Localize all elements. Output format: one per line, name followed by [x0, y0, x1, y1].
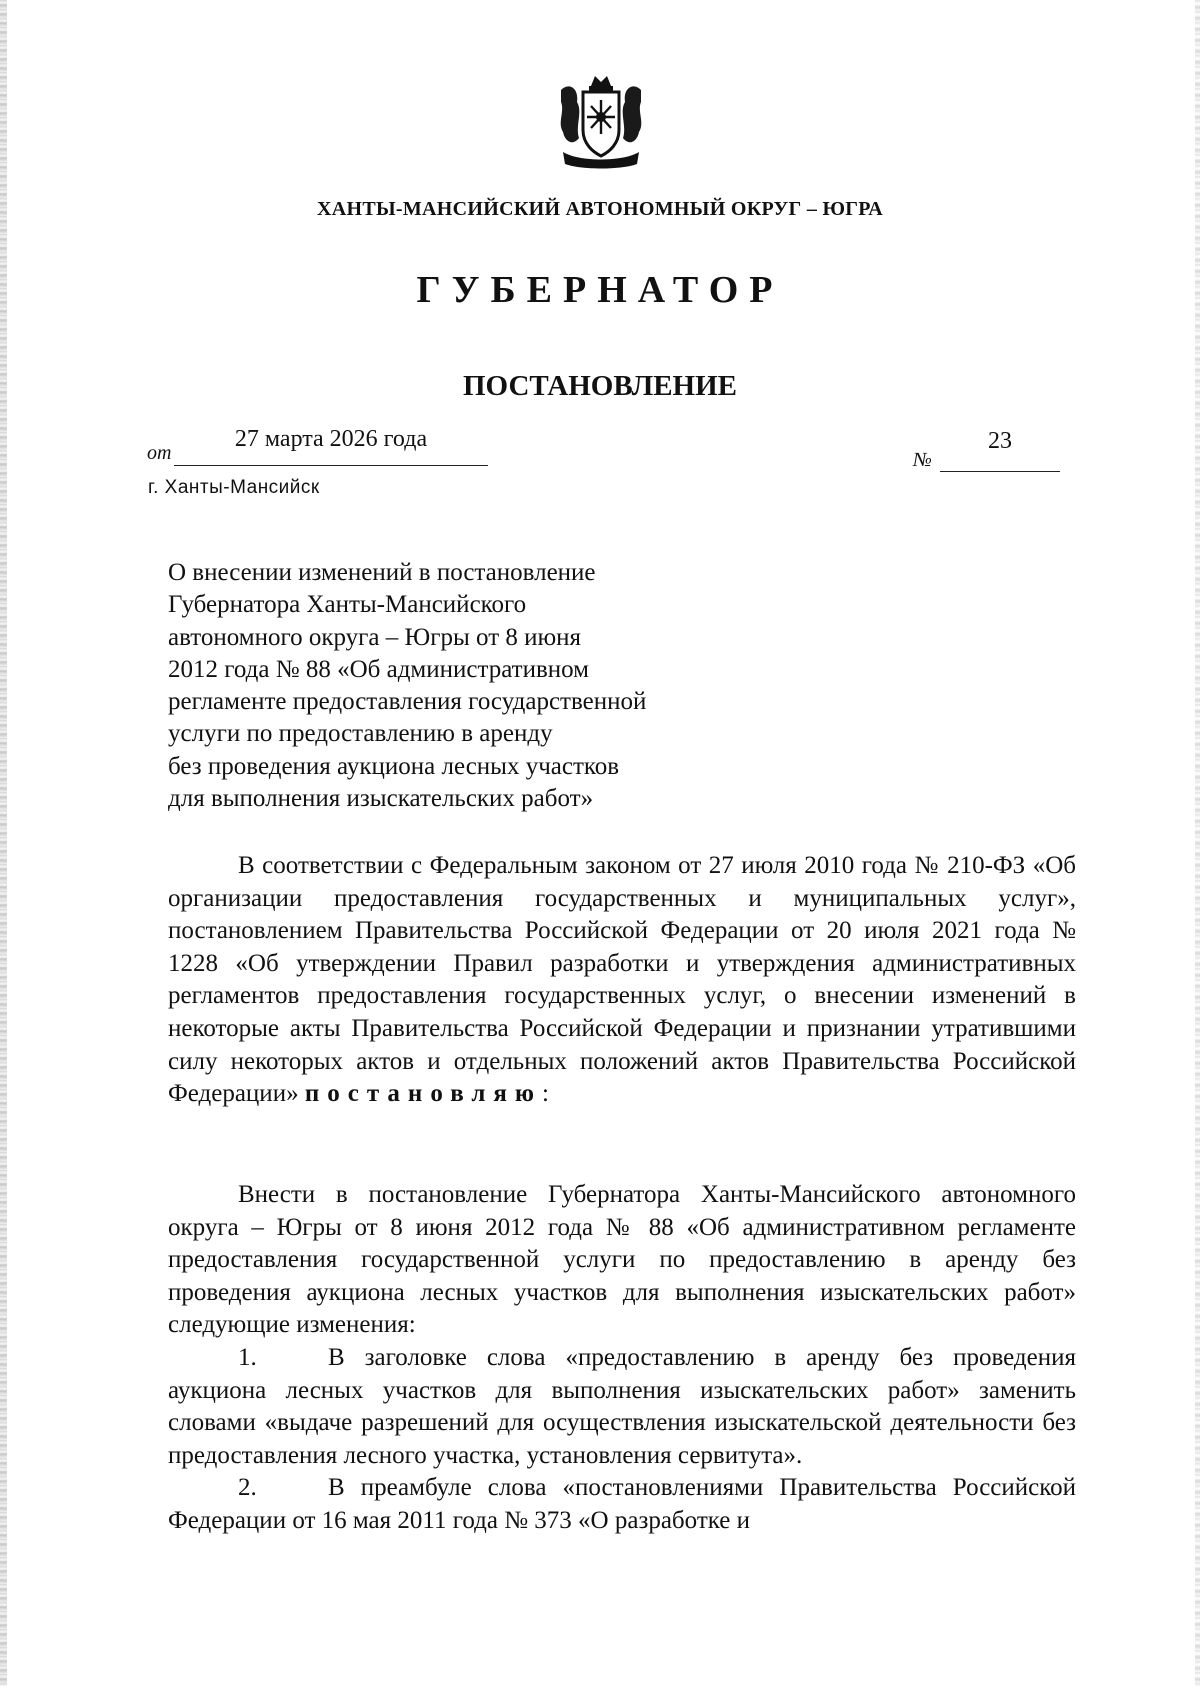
scan-edge-left [0, 0, 7, 1686]
subject-line: О внесении изменений в постановление [168, 559, 596, 586]
date-prefix-label: от [147, 442, 172, 464]
authority-title: ГУБЕРНАТОР [416, 269, 784, 311]
item-text: В заголовке слова «предоставлению в аренду без проведения аукциона лесных участков для выполнения изыскательских работ» заменить словами «выдаче разрешений для осуществления изыскательской деятельности без предоставления лесного участка, установления сервитута». [168, 1343, 1076, 1469]
decree-colon: : [542, 1080, 549, 1108]
item-number: 2. [238, 1474, 257, 1502]
main-body [168, 1179, 1076, 1538]
document-subject [168, 557, 768, 815]
document-date: 27 марта 2026 года [174, 426, 488, 466]
subject-line: регламенте предоставления государственной [168, 688, 647, 716]
scan-edge-right [1195, 0, 1200, 1686]
main-paragraph: Внести в постановление Губернатора Ханты-Мансийского автономного округа – Югры от 8 июня 2012 года № 88 «Об административном регламенте предоставления государственной услуги по предоставлению в аренду без проведения аукциона лесных участков для выполнения изыскательских работ» следующие изменения: [168, 1181, 1076, 1339]
subject-line: для выполнения изыскательских работ» [168, 785, 594, 813]
preamble-paragraph [168, 850, 1076, 1111]
subject-line: автономного округа – Югры от 8 июня [168, 623, 582, 651]
subject-line: услуги по предоставлению в аренду [168, 720, 553, 748]
subject-line: без проведения аукциона лесных участков [168, 752, 620, 780]
document-type: ПОСТАНОВЛЕНИЕ [462, 370, 737, 402]
preamble-text: В соответствии с Федеральным законом от 27 июля 2010 года № 210-ФЗ «Об организации предоставления государственных и муниципальных услуг», постановлением Правительства Российской Федерации от 20 июля 2021 года № 1228 «Об утверждении Правил разработки и утверждения административных регламентов предоставления государственных услуг, о внесении изменений в некоторые акты Правительства Российской Федерации и признании утратившими силу некоторых актов и отдельных положений актов Правительства Российской Федерации» [168, 852, 1076, 1108]
amendment-item-2 [168, 1472, 1076, 1537]
preamble-block [168, 850, 1076, 1111]
number-label: № [913, 449, 932, 471]
subject-line: 2012 года № 88 «Об административном [168, 655, 589, 683]
decree-word: постановляю [304, 1080, 543, 1108]
region-name: ХАНТЫ-МАНСИЙСКИЙ АВТОНОМНЫЙ ОКРУГ – ЮГРА [317, 198, 883, 220]
subject-line: Губернатора Ханты-Мансийского [168, 591, 527, 619]
document-number: 23 [940, 428, 1060, 472]
amendment-item-1 [168, 1342, 1076, 1472]
item-text: В преамбуле слова «постановлениями Правительства Российской Федерации от 16 мая 2011 года № 373 «О разработке и [168, 1474, 1076, 1534]
coat-of-arms-emblem [555, 72, 647, 172]
item-number: 1. [238, 1343, 257, 1371]
issue-city: г. Ханты-Мансийск [148, 477, 320, 498]
